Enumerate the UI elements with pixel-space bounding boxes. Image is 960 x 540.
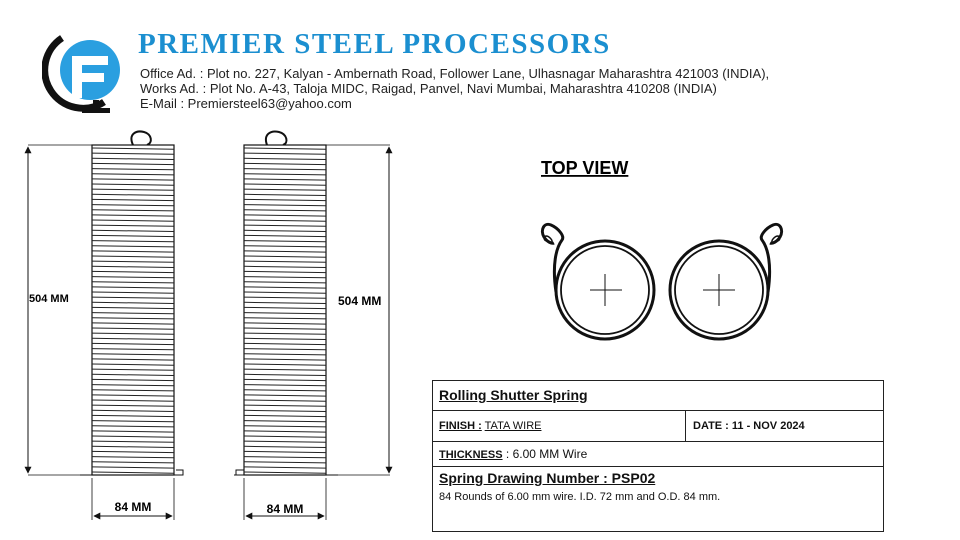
left-height-label: 504 MM <box>29 293 69 305</box>
thickness-row <box>433 442 883 467</box>
right-spring-top-view <box>670 224 782 339</box>
right-height-label: 504 MM <box>338 294 382 308</box>
office-address: Office Ad. : Plot no. 227, Kalyan - Ambernath Road, Follower Lane, Ulhasnagar Maharashtra 421003 (INDIA), <box>140 66 770 81</box>
company-name: PREMIER STEEL PROCESSORS <box>138 28 611 60</box>
drawing-number: Spring Drawing Number : PSP02 <box>439 470 656 486</box>
finish-label: FINISH : <box>439 420 482 432</box>
right-spring-side-view <box>234 132 390 520</box>
works-address: Works Ad. : Plot No. A-43, Taloja MIDC, Raigad, Panvel, Navi Mumbai, Maharashtra 410208 (INDIA) <box>140 81 717 96</box>
email-address: E-Mail : Premiersteel63@yahoo.com <box>140 96 352 111</box>
drawing-title: Rolling Shutter Spring <box>433 381 883 411</box>
finish-date-row <box>433 411 883 442</box>
thickness-value: : 6.00 MM Wire <box>505 447 588 461</box>
left-spring-top-view <box>542 224 654 339</box>
finish-cell <box>433 411 686 441</box>
title-block <box>432 380 884 532</box>
date-cell: DATE : 11 - NOV 2024 <box>693 420 805 432</box>
spring-description: 84 Rounds of 6.00 mm wire. I.D. 72 mm and O.D. 84 mm. <box>439 491 721 503</box>
drawing-number-row <box>433 467 883 533</box>
right-width-label: 84 MM <box>266 502 304 516</box>
left-spring-side-view <box>28 132 183 520</box>
thickness-label: THICKNESS <box>439 449 503 461</box>
finish-value: TATA WIRE <box>484 420 542 432</box>
top-view-label: TOP VIEW <box>541 158 629 178</box>
left-width-label: 84 MM <box>114 500 152 514</box>
